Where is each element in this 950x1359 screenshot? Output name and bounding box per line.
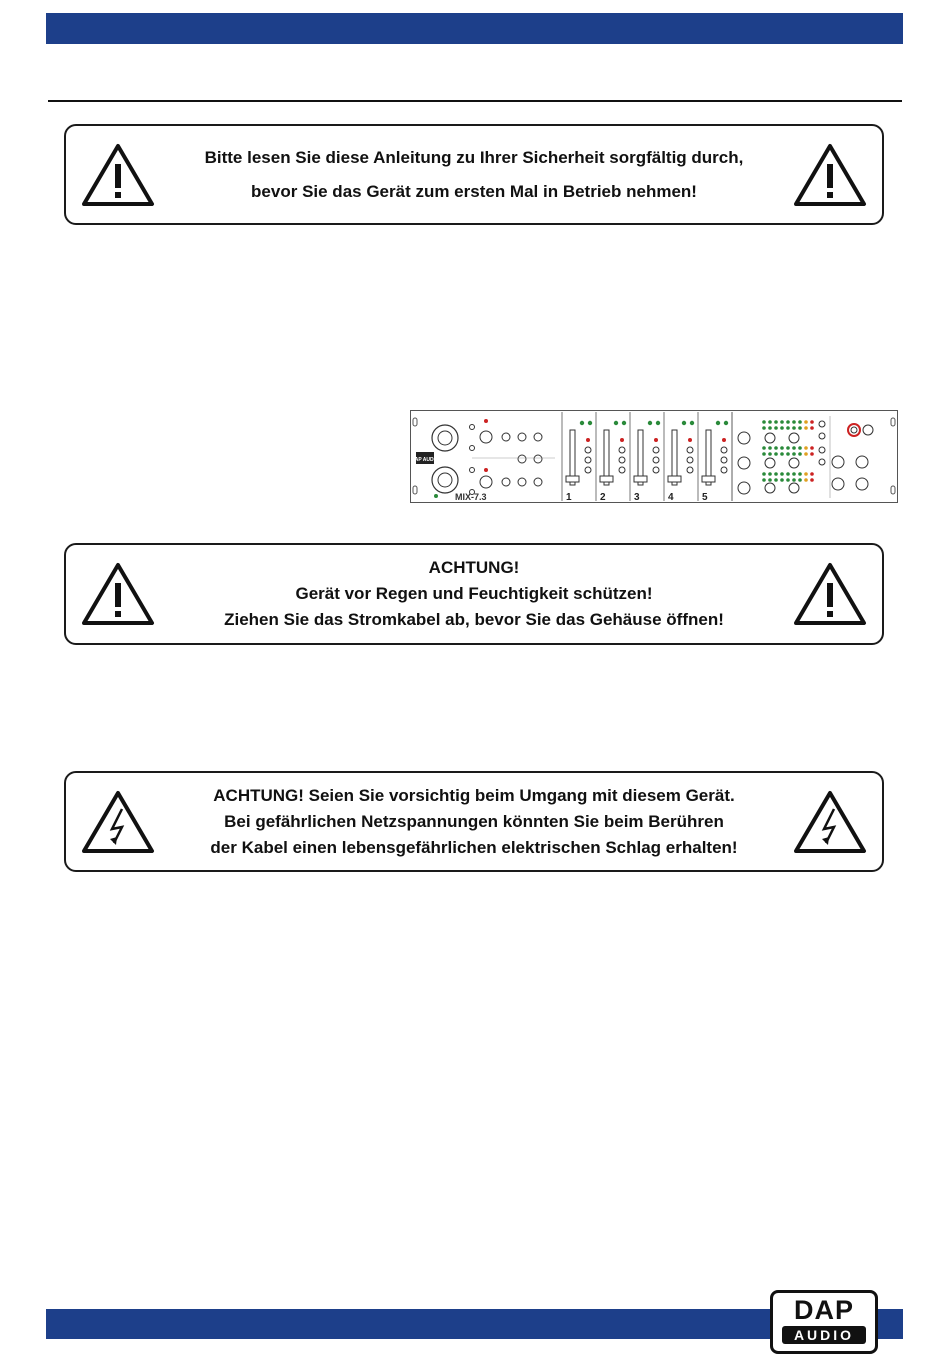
- channel-number: 2: [600, 492, 606, 503]
- mixer-brand-badge: DAP AUDIO: [411, 457, 439, 463]
- moisture-warning-line: ACHTUNG!: [428, 558, 520, 577]
- header-rule: [48, 100, 902, 102]
- channel-number: 1: [566, 492, 572, 503]
- warning-triangle-icon: [792, 561, 868, 627]
- mixer-front-panel-image: [410, 410, 898, 503]
- safety-notice-line: bevor Sie das Gerät zum ersten Mal in Betrieb nehmen!: [251, 181, 697, 201]
- channel-number: 4: [668, 492, 674, 503]
- shock-warning-line: der Kabel einen lebensgefährlichen elektrischen Schlag erhalten!: [210, 837, 738, 857]
- warning-triangle-icon: [792, 142, 868, 208]
- header-bar: [46, 13, 903, 44]
- moisture-warning-box: [64, 543, 884, 645]
- channel-number: 5: [702, 492, 708, 503]
- moisture-warning-line: Ziehen Sie das Stromkabel ab, bevor Sie das Gehäuse öffnen!: [224, 610, 724, 629]
- warning-triangle-icon: [80, 142, 156, 208]
- shock-warning-line: Bei gefährlichen Netzspannungen könnten Sie beim Berühren: [224, 811, 724, 831]
- safety-notice-box: [64, 124, 884, 225]
- moisture-warning-line: Gerät vor Regen und Feuchtigkeit schützen!: [295, 584, 653, 603]
- safety-notice-line: Bitte lesen Sie diese Anleitung zu Ihrer Sicherheit sorgfältig durch,: [204, 147, 744, 167]
- warning-triangle-icon: [80, 561, 156, 627]
- electric-shock-triangle-icon: [792, 789, 868, 855]
- dap-audio-logo: [770, 1290, 878, 1354]
- shock-warning-line: ACHTUNG! Seien Sie vorsichtig beim Umgang mit diesem Gerät.: [213, 785, 735, 805]
- electric-shock-triangle-icon: [80, 789, 156, 855]
- electric-shock-warning-box: [64, 771, 884, 872]
- logo-sub: AUDIO: [782, 1326, 866, 1344]
- mixer-model-label: MIX-7.3: [455, 492, 487, 502]
- logo-brand: DAP: [793, 1295, 854, 1325]
- channel-number: 3: [634, 492, 640, 503]
